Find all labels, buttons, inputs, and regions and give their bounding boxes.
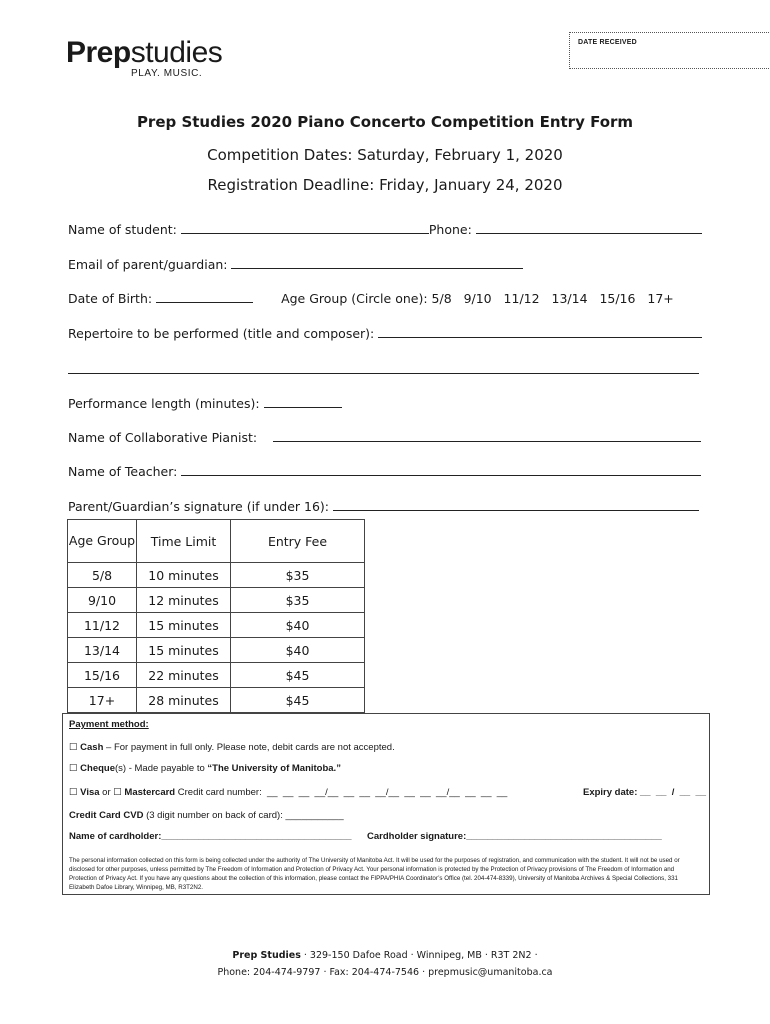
table-header-row	[68, 520, 365, 563]
cardholder-name-field[interactable]: Name of cardholder:____________________________________	[69, 831, 352, 842]
cvd-row[interactable]	[69, 810, 344, 821]
phone-field[interactable]	[476, 220, 702, 234]
pianist-field[interactable]	[273, 428, 701, 442]
cash-checkbox[interactable]: ☐	[69, 742, 81, 753]
header-entry-fee: Entry Fee	[231, 520, 365, 563]
cheque-label: Cheque	[80, 763, 115, 774]
payment-section	[62, 713, 710, 895]
table-cell: $40	[231, 638, 365, 663]
cash-label: Cash	[80, 742, 104, 753]
length-row	[68, 394, 342, 411]
cvd-field[interactable]: (3 digit number on back of card): ___________	[143, 810, 344, 821]
visa-checkbox[interactable]: ☐	[69, 787, 81, 798]
registration-deadline: Registration Deadline: Friday, January 24, 2020	[207, 176, 563, 194]
table-cell: 15 minutes	[137, 638, 231, 663]
credit-card-number-field[interactable]: Credit card number: __ __ __ __/__ __ __ __/__ __ __ __/__ __ __ __	[177, 787, 508, 798]
cash-text: – For payment in full only. Please note, debit cards are not accepted.	[103, 742, 395, 753]
table-cell: 15 minutes	[137, 613, 231, 638]
table-cell: 10 minutes	[137, 563, 231, 588]
length-field[interactable]	[264, 394, 342, 408]
student-name-field[interactable]	[181, 220, 429, 234]
cardholder-signature-field[interactable]: Cardholder signature:_____________________________________	[367, 831, 662, 842]
table-cell: $45	[231, 688, 365, 713]
dob-row	[68, 289, 674, 306]
table-cell: 12 minutes	[137, 588, 231, 613]
phone-label: Phone:	[428, 222, 472, 237]
email-label: Email of parent/guardian:	[68, 257, 228, 272]
table-cell: 9/10	[68, 588, 137, 613]
header-age-group: Age Group	[68, 520, 137, 563]
footer-org: Prep Studies	[232, 950, 301, 961]
header-time-limit: Time Limit	[137, 520, 231, 563]
dob-label: Date of Birth:	[68, 291, 153, 306]
date-received-box	[569, 32, 770, 69]
privacy-notice: The personal information collected on this form is being collected under the authority of The University of Manitoba Act. It will be used for the purposes of registration, and communication with the student. It will not be used or disclosed for other purposes, unless permitted by The Freedom of Information and Protection of Privacy Act. Your personal information is protected by the Protection of Privacy provisions of The Freedom of Information and Protection of Privacy Act. If you have any questions about the collection of this information, please contact the FIPPA/PHIA Coordinator’s Office (tel. 204-474-8339), University of Manitoba Archives & Special Collections, 331 Elizabeth Dafoe Library, Winnipeg, MB, R3T2N2.	[69, 857, 680, 891]
pianist-label: Name of Collaborative Pianist:	[68, 430, 258, 445]
repertoire-field-line-2[interactable]	[68, 373, 699, 374]
email-row	[68, 255, 523, 272]
logo-tagline: PLAY. MUSIC.	[131, 68, 203, 79]
expiry-date-field[interactable]: Expiry date: __ __ / __ __	[583, 787, 707, 798]
table-row	[68, 563, 365, 588]
fee-table	[67, 519, 365, 713]
table-cell: 28 minutes	[137, 688, 231, 713]
repertoire-field[interactable]	[378, 324, 702, 338]
visa-label: Visa	[80, 787, 100, 798]
competition-dates: Competition Dates: Saturday, February 1, 2020	[207, 146, 563, 164]
table-row	[68, 613, 365, 638]
student-name-label: Name of student:	[68, 222, 177, 237]
age-group-options[interactable]: 5/8 9/10 11/12 13/14 15/16 17+	[431, 291, 674, 306]
mastercard-checkbox[interactable]: ☐	[113, 787, 125, 798]
table-cell: 13/14	[68, 638, 137, 663]
table-cell: 11/12	[68, 613, 137, 638]
logo-prep: Prep	[66, 36, 131, 69]
logo-studies: studies	[130, 36, 223, 69]
signature-label: Parent/Guardian’s signature (if under 16):	[68, 499, 330, 514]
table-row	[68, 663, 365, 688]
cheque-option[interactable]	[69, 763, 341, 774]
cash-option[interactable]	[69, 742, 395, 753]
cheque-checkbox[interactable]: ☐	[69, 763, 81, 774]
table-row	[68, 688, 365, 713]
teacher-field[interactable]	[181, 462, 701, 476]
signature-row	[68, 497, 699, 514]
repertoire-label: Repertoire to be performed (title and composer):	[68, 326, 375, 341]
cvd-label: Credit Card CVD	[69, 810, 144, 821]
age-group-label: Age Group (Circle one):	[281, 291, 428, 306]
teacher-row	[68, 462, 701, 479]
payment-heading: Payment method:	[69, 719, 149, 730]
length-label: Performance length (minutes):	[68, 396, 260, 411]
table-cell: 22 minutes	[137, 663, 231, 688]
mastercard-label: Mastercard	[124, 787, 176, 798]
table-row	[68, 638, 365, 663]
table-row	[68, 588, 365, 613]
email-field[interactable]	[231, 255, 523, 269]
table-cell: $45	[231, 663, 365, 688]
signature-field[interactable]	[333, 497, 699, 511]
logo	[66, 38, 222, 68]
dob-field[interactable]	[156, 289, 253, 303]
footer-address	[0, 950, 770, 961]
table-cell: $35	[231, 588, 365, 613]
table-cell: $40	[231, 613, 365, 638]
credit-card-row	[69, 787, 507, 798]
footer-contact: Phone: 204-474-9797 · Fax: 204-474-7546 · prepmusic@umanitoba.ca	[217, 967, 553, 978]
date-received-label: DATE RECEIVED	[578, 39, 637, 46]
cheque-payee: “The University of Manitoba.”	[207, 763, 341, 774]
or-text: or	[99, 787, 114, 798]
pianist-row	[68, 428, 701, 445]
repertoire-row	[68, 324, 702, 341]
table-cell: 15/16	[68, 663, 137, 688]
footer-address-text: · 329-150 Dafoe Road · Winnipeg, MB · R3T 2N2 ·	[300, 950, 538, 961]
teacher-label: Name of Teacher:	[68, 464, 178, 479]
cheque-text: (s) - Made payable to	[115, 763, 208, 774]
table-cell: $35	[231, 563, 365, 588]
table-cell: 5/8	[68, 563, 137, 588]
table-cell: 17+	[68, 688, 137, 713]
form-title: Prep Studies 2020 Piano Concerto Competition Entry Form	[136, 113, 634, 131]
student-name-row	[68, 220, 702, 237]
